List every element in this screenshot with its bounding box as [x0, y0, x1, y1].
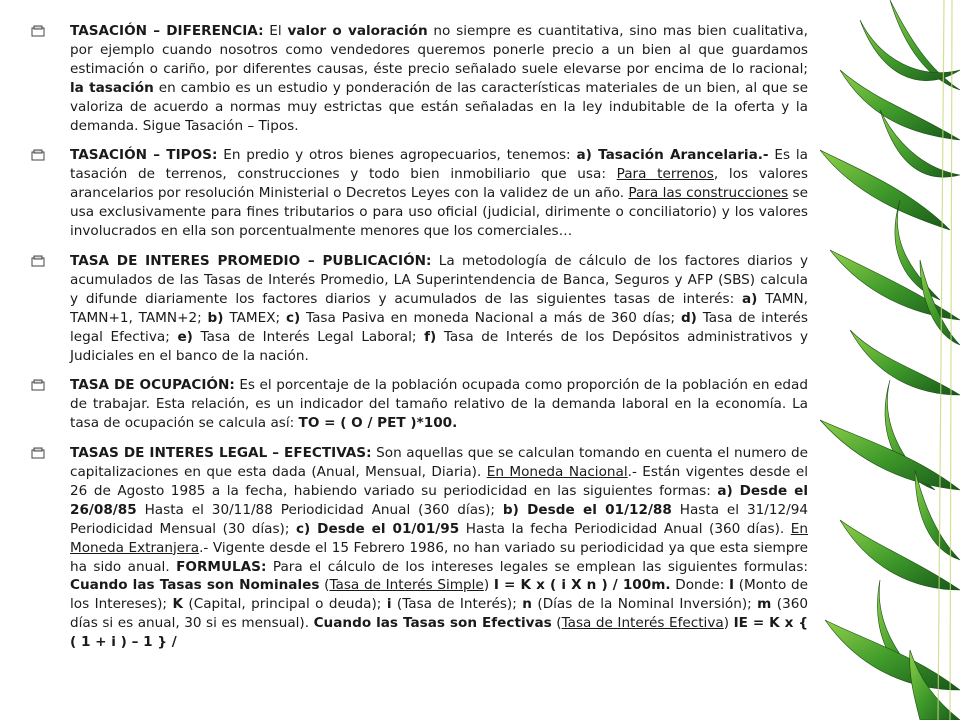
text-segment: )	[483, 577, 494, 594]
text-segment: a)	[742, 290, 758, 307]
text-segment: .- Están vigentes desde el 26 de Agosto 1985 a la fecha, habiendo variado su periodicidad en las siguientes formas:	[70, 464, 809, 499]
text-segment: a) Tasación Arancelaria.-	[576, 147, 769, 164]
entry-text	[70, 376, 808, 433]
text-segment: Tasa de Interés de los Depósitos administrativos y Judiciales en el banco de la nación.	[70, 328, 808, 364]
text-segment: Para terrenos	[616, 166, 714, 183]
text-segment: (	[551, 615, 562, 632]
text-segment: a) Desde el 26/08/85	[70, 482, 808, 518]
entry-text	[70, 22, 808, 135]
entry-tasa-ocupacion	[30, 376, 808, 433]
text-segment: TAMEX;	[223, 309, 286, 326]
text-segment: En Moneda Nacional	[486, 464, 628, 481]
text-segment: (Tasa de Interés);	[391, 596, 523, 613]
text-segment: IE = K x { ( 1 + i ) – 1 } /	[70, 615, 809, 651]
text-segment: (Monto de los Intereses);	[70, 577, 808, 613]
text-segment: la tasación	[70, 79, 154, 96]
text-segment: i	[386, 596, 392, 613]
text-segment: En Moneda Extranjera	[70, 520, 808, 556]
document-bullet-icon	[30, 147, 46, 163]
text-segment: En predio y otros bienes agropecuarios, tenemos:	[217, 147, 577, 164]
text-segment: (Días de la Nominal Inversión);	[531, 596, 758, 613]
text-segment: Es el porcentaje de la población ocupada como proporción de la población en edad de trabajar. Esta relación, es un indicador del tamaño relativo de la demanda laboral en la economía. La tasa de ocupación se calcula así:	[70, 377, 809, 432]
text-segment: b)	[207, 309, 224, 326]
entry-text	[70, 146, 808, 241]
text-segment: Es la tasación de terrenos, construcciones y todo bien inmobiliario que usa:	[70, 147, 809, 183]
text-segment: valor o valoración	[287, 23, 428, 39]
text-segment: (	[319, 577, 330, 594]
bamboo-leaves-icon	[820, 0, 960, 720]
document-bullet-icon	[30, 253, 46, 269]
text-segment: .- Vigente desde el 15 Febrero 1986, no han variado su periodicidad ya que esta siempre ha sido anual.	[70, 539, 808, 575]
entry-text	[70, 252, 808, 365]
document-bullet-icon	[30, 445, 46, 461]
text-segment: Tasa de Interés Legal Laboral;	[192, 328, 425, 345]
text-segment: Tasa de interés legal Efectiva;	[70, 309, 809, 345]
text-segment: )	[723, 615, 734, 632]
text-segment: I = K x ( i X n ) / 100m.	[493, 577, 671, 594]
text-segment: I	[728, 577, 734, 594]
entry-tasacion-diferencia	[30, 22, 808, 135]
text-segment: Son aquellas que se calculan tomando en cuenta el numero de capitalizaciones en que esta dada (Anual, Mensual, Diaria).	[70, 445, 808, 481]
text-segment: f)	[424, 328, 437, 345]
text-segment: TAMN, TAMN+1, TAMN+2;	[70, 290, 808, 326]
text-segment: d)	[680, 309, 697, 326]
document-bullet-icon	[30, 377, 46, 393]
text-segment: b) Desde el 01/12/88	[502, 501, 672, 518]
text-segment: se usa exclusivamente para fines tributarios o para uso oficial (judicial, dirimente o conciliatorio) y los valores involucrados en ella son porcentualmente menores que los comerciales…	[70, 185, 808, 240]
entry-tasas-interes-legal	[30, 444, 808, 652]
entry-text	[70, 444, 808, 652]
text-segment: El	[263, 23, 288, 39]
text-segment: TASA DE OCUPACIÓN:	[70, 377, 235, 394]
text-segment: FORMULAS:	[176, 558, 267, 575]
entry-tasacion-tipos	[30, 146, 808, 241]
entry-tasa-interes-promedio	[30, 252, 808, 365]
text-segment: , los valores arancelarios por resolución Ministerial o Decretos Leyes con la validez de un año.	[70, 166, 809, 202]
text-segment: no siempre es cuantitativa, sino mas bien cualitativa, por ejemplo cuando nosotros como vendedores queremos ponerle precio a un bien al que guardamos estimación o cariño, por diferentes causas, éste precio señalado suele elevarse por encima de lo racional;	[70, 23, 808, 77]
text-segment: m	[757, 596, 772, 613]
text-segment: (360 días si es anual, 30 si es mensual).	[70, 596, 809, 632]
text-segment: Cuando las Tasas son Efectivas	[313, 615, 552, 632]
text-segment: Tasa Pasiva en moneda Nacional a más de 360 días;	[300, 309, 681, 326]
text-segment: Cuando las Tasas son Nominales	[70, 577, 320, 594]
text-segment: en cambio es un estudio y ponderación de las características materiales de un bien, al que se valoriza de acuerdo a normas muy estrictas que están señaladas en la ley indubitable de la oferta y la demanda. Sigue Tasación – Tipos.	[70, 79, 808, 134]
text-segment: c) Desde el 01/01/95	[295, 520, 460, 537]
text-segment: e)	[177, 328, 193, 345]
text-segment: Donde:	[670, 577, 729, 594]
glossary-content	[30, 22, 808, 663]
text-segment: TASAS DE INTERES LEGAL – EFECTIVAS:	[70, 445, 372, 462]
text-segment: Para las construcciones	[628, 185, 789, 202]
text-segment: La metodología de cálculo de los factores diarios y acumulados de las Tasas de Interés Promedio, LA Superintendencia de Banca, Seguros y AFP (SBS) calcula y difunde diariamente los factores diarios y acumulados de las siguientes tasas de interés:	[70, 252, 808, 307]
text-segment: Tasa de Interés Efectiva	[561, 615, 724, 632]
text-segment: c)	[285, 309, 301, 326]
text-segment: Tasa de Interés Simple	[329, 577, 484, 594]
text-segment: n	[522, 596, 532, 613]
text-segment: K	[172, 596, 183, 613]
text-segment: Hasta la fecha Periodicidad Anual (360 días).	[459, 520, 791, 537]
text-segment: Hasta el 30/11/88 Periodicidad Anual (360 días);	[136, 501, 503, 518]
text-segment: TASA DE INTERES PROMEDIO – PUBLICACIÓN:	[70, 252, 432, 269]
text-segment: Para el cálculo de los intereses legales se emplean las siguientes formulas:	[266, 558, 808, 575]
text-segment: Hasta el 31/12/94 Periodicidad Mensual (30 días);	[70, 501, 808, 537]
document-bullet-icon	[30, 23, 46, 39]
text-segment: TASACIÓN – DIFERENCIA:	[70, 23, 264, 39]
text-segment: TASACIÓN – TIPOS:	[70, 147, 218, 164]
text-segment: TO = ( O / PET )*100.	[298, 415, 458, 432]
text-segment: (Capital, principal o deuda);	[182, 596, 387, 613]
